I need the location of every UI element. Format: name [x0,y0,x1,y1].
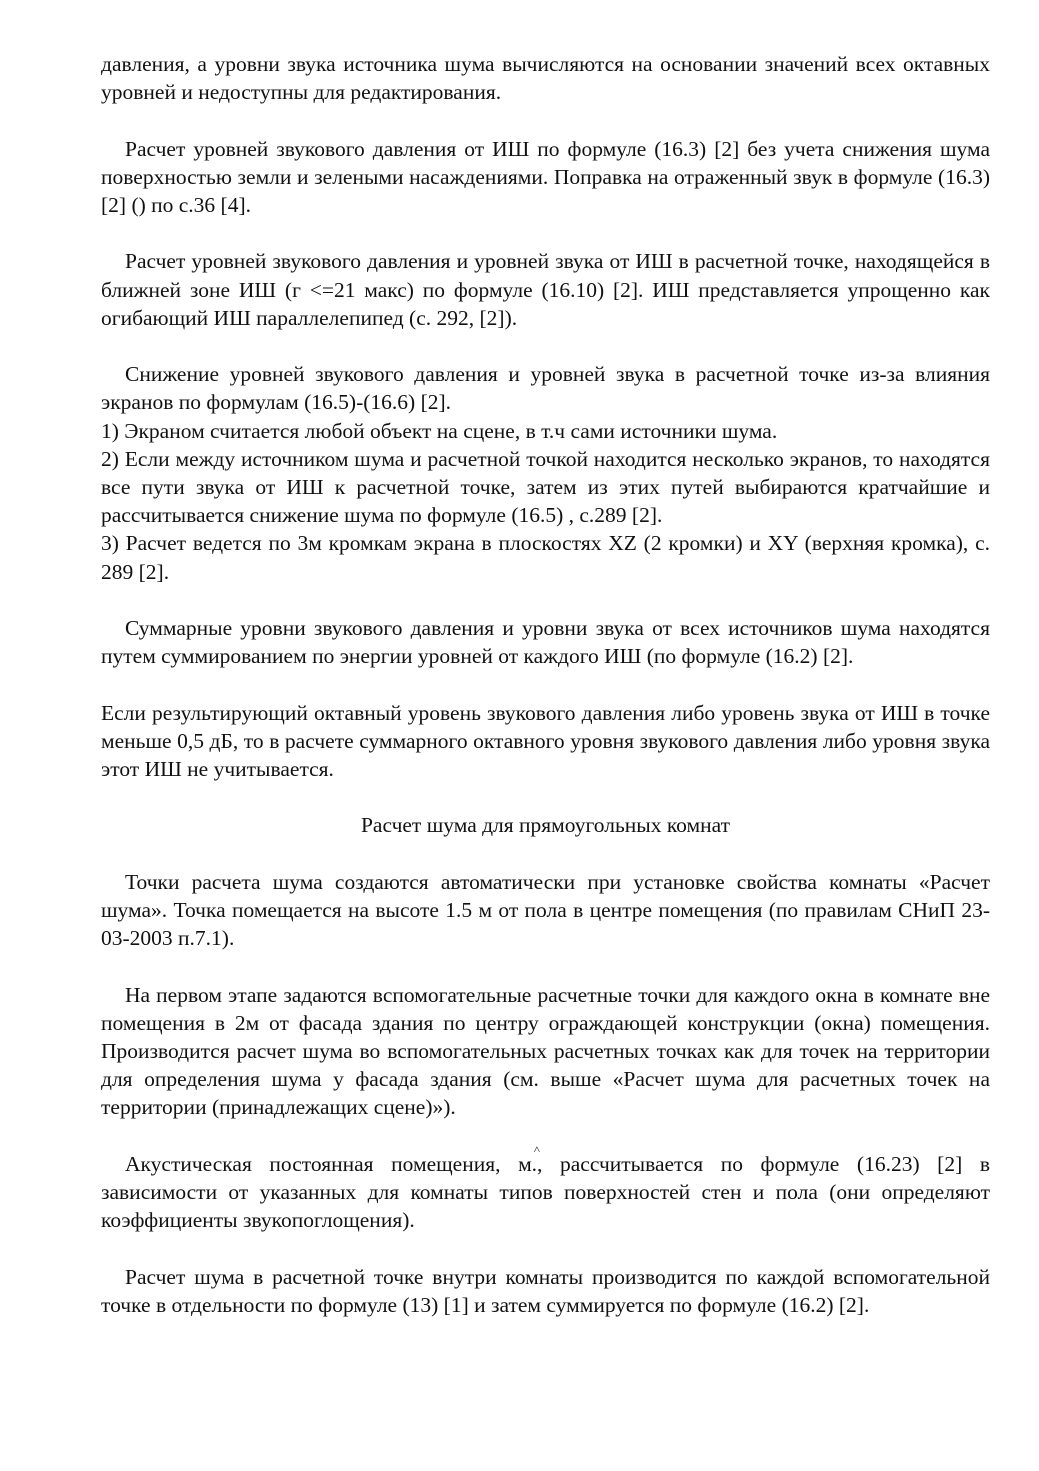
document-page [101,50,990,1319]
paragraph-near-zone: Расчет уровней звукового давления и уровней звука от ИШ в расчетной точке, находящейся в ближней зоне ИШ (г <=21 макс) по формуле (16.10) [2]. ИШ представляется упрощенно как огибающий ИШ параллелепипед (с. 292, [2]). [101,249,990,330]
paragraph-gap [101,219,990,247]
paragraph-threshold: Если результирующий октавный уровень звукового давления либо уровень звука от ИШ в точке меньше 0,5 дБ, то в расчете суммарного октавного уровня звукового давления либо уровня звука этот ИШ не учитывается. [101,700,990,781]
acoustic-constant-text-after: ., рассчитывается по формуле (16.23) [2] в зависимости от указанных для комнаты типов поверхностей стен и пола (они определяют коэффициенты звукопоглощения). [101,1151,990,1233]
paragraph-summation: Суммарные уровни звукового давления и уровни звука от всех источников шума находятся путем суммированием по энергии уровней от каждого ИШ (по формуле (16.2) [2]. [101,616,990,669]
paragraph-gap [101,586,990,614]
list-item: 2) Если между источником шума и расчетной точкой находится несколько экранов, то находятся все пути звука от ИШ к расчетной точке, затем из этих путей выбираются кратчайшие и рассчитывается снижение шума по формуле (16.5) , с.289 [2]. [101,446,990,528]
paragraph-gap [101,106,990,134]
acoustic-constant-symbol: м ˄ [518,1152,532,1176]
paragraph-gap [101,670,990,698]
paragraph-screens: Снижение уровней звукового давления и уровней звука в расчетной точке из-за влияния экранов по формулам (16.5)-(16.6) [2]. [101,362,990,415]
caret-mark: ˄ [533,1141,541,1156]
paragraph-pressure-levels: Расчет уровней звукового давления от ИШ по формуле (16.3) [2] без учета снижения шума поверхностью земли и зелеными насаждениями. Поправка на отраженный звук в формуле (16.3) [2] () по с.36 [4]. [101,136,990,217]
paragraph-acoustic-constant [101,1141,990,1235]
paragraph-gap [101,952,990,980]
paragraph-continuation: давления, а уровни звука источника шума вычисляются на основании значений всех октавных уровней и недоступны для редактирования. [101,52,990,105]
paragraph-gap [101,840,990,868]
paragraph-room-points: Точки расчета шума создаются автоматически при установке свойства комнаты «Расчет шума». Точка помещается на высоте 1.5 м от пола в центре помещения (по правилам СНиП 23-03-2003 п.7.1). [101,869,990,951]
paragraph-gap [101,1122,990,1150]
list-item: 1) Экраном считается любой объект на сцене, в т.ч сами источники шума. [101,418,778,443]
paragraph-gap [101,783,990,811]
paragraph-gap [101,1234,990,1262]
paragraph-auxiliary-points: На первом этапе задаются вспомогательные расчетные точки для каждого окна в комнате вне помещения в 2м от фасада здания по центру ограждающей конструкции (окна) помещения. Производится расчет шума во вспомогательных расчетных точках как для точек на территории для определения шума у фасада здания (см. выше «Расчет шума для расчетных точек на территории (принадлежащих сцене)»). [101,982,990,1120]
paragraph-room-calculation: Расчет шума в расчетной точке внутри комнаты производится по каждой вспомогательной точке в отдельности по формуле (13) [1] и затем суммируется по формуле (16.2) [2]. [101,1264,990,1317]
list-item: 3) Расчет ведется по 3м кромкам экрана в плоскостях XZ (2 кромки) и XY (верхняя кромка), с. 289 [2]. [101,531,990,584]
section-heading: Расчет шума для прямоугольных комнат [360,813,731,838]
acoustic-constant-text-before: Акустическая постоянная помещения, [125,1151,519,1176]
paragraph-gap [101,332,990,360]
